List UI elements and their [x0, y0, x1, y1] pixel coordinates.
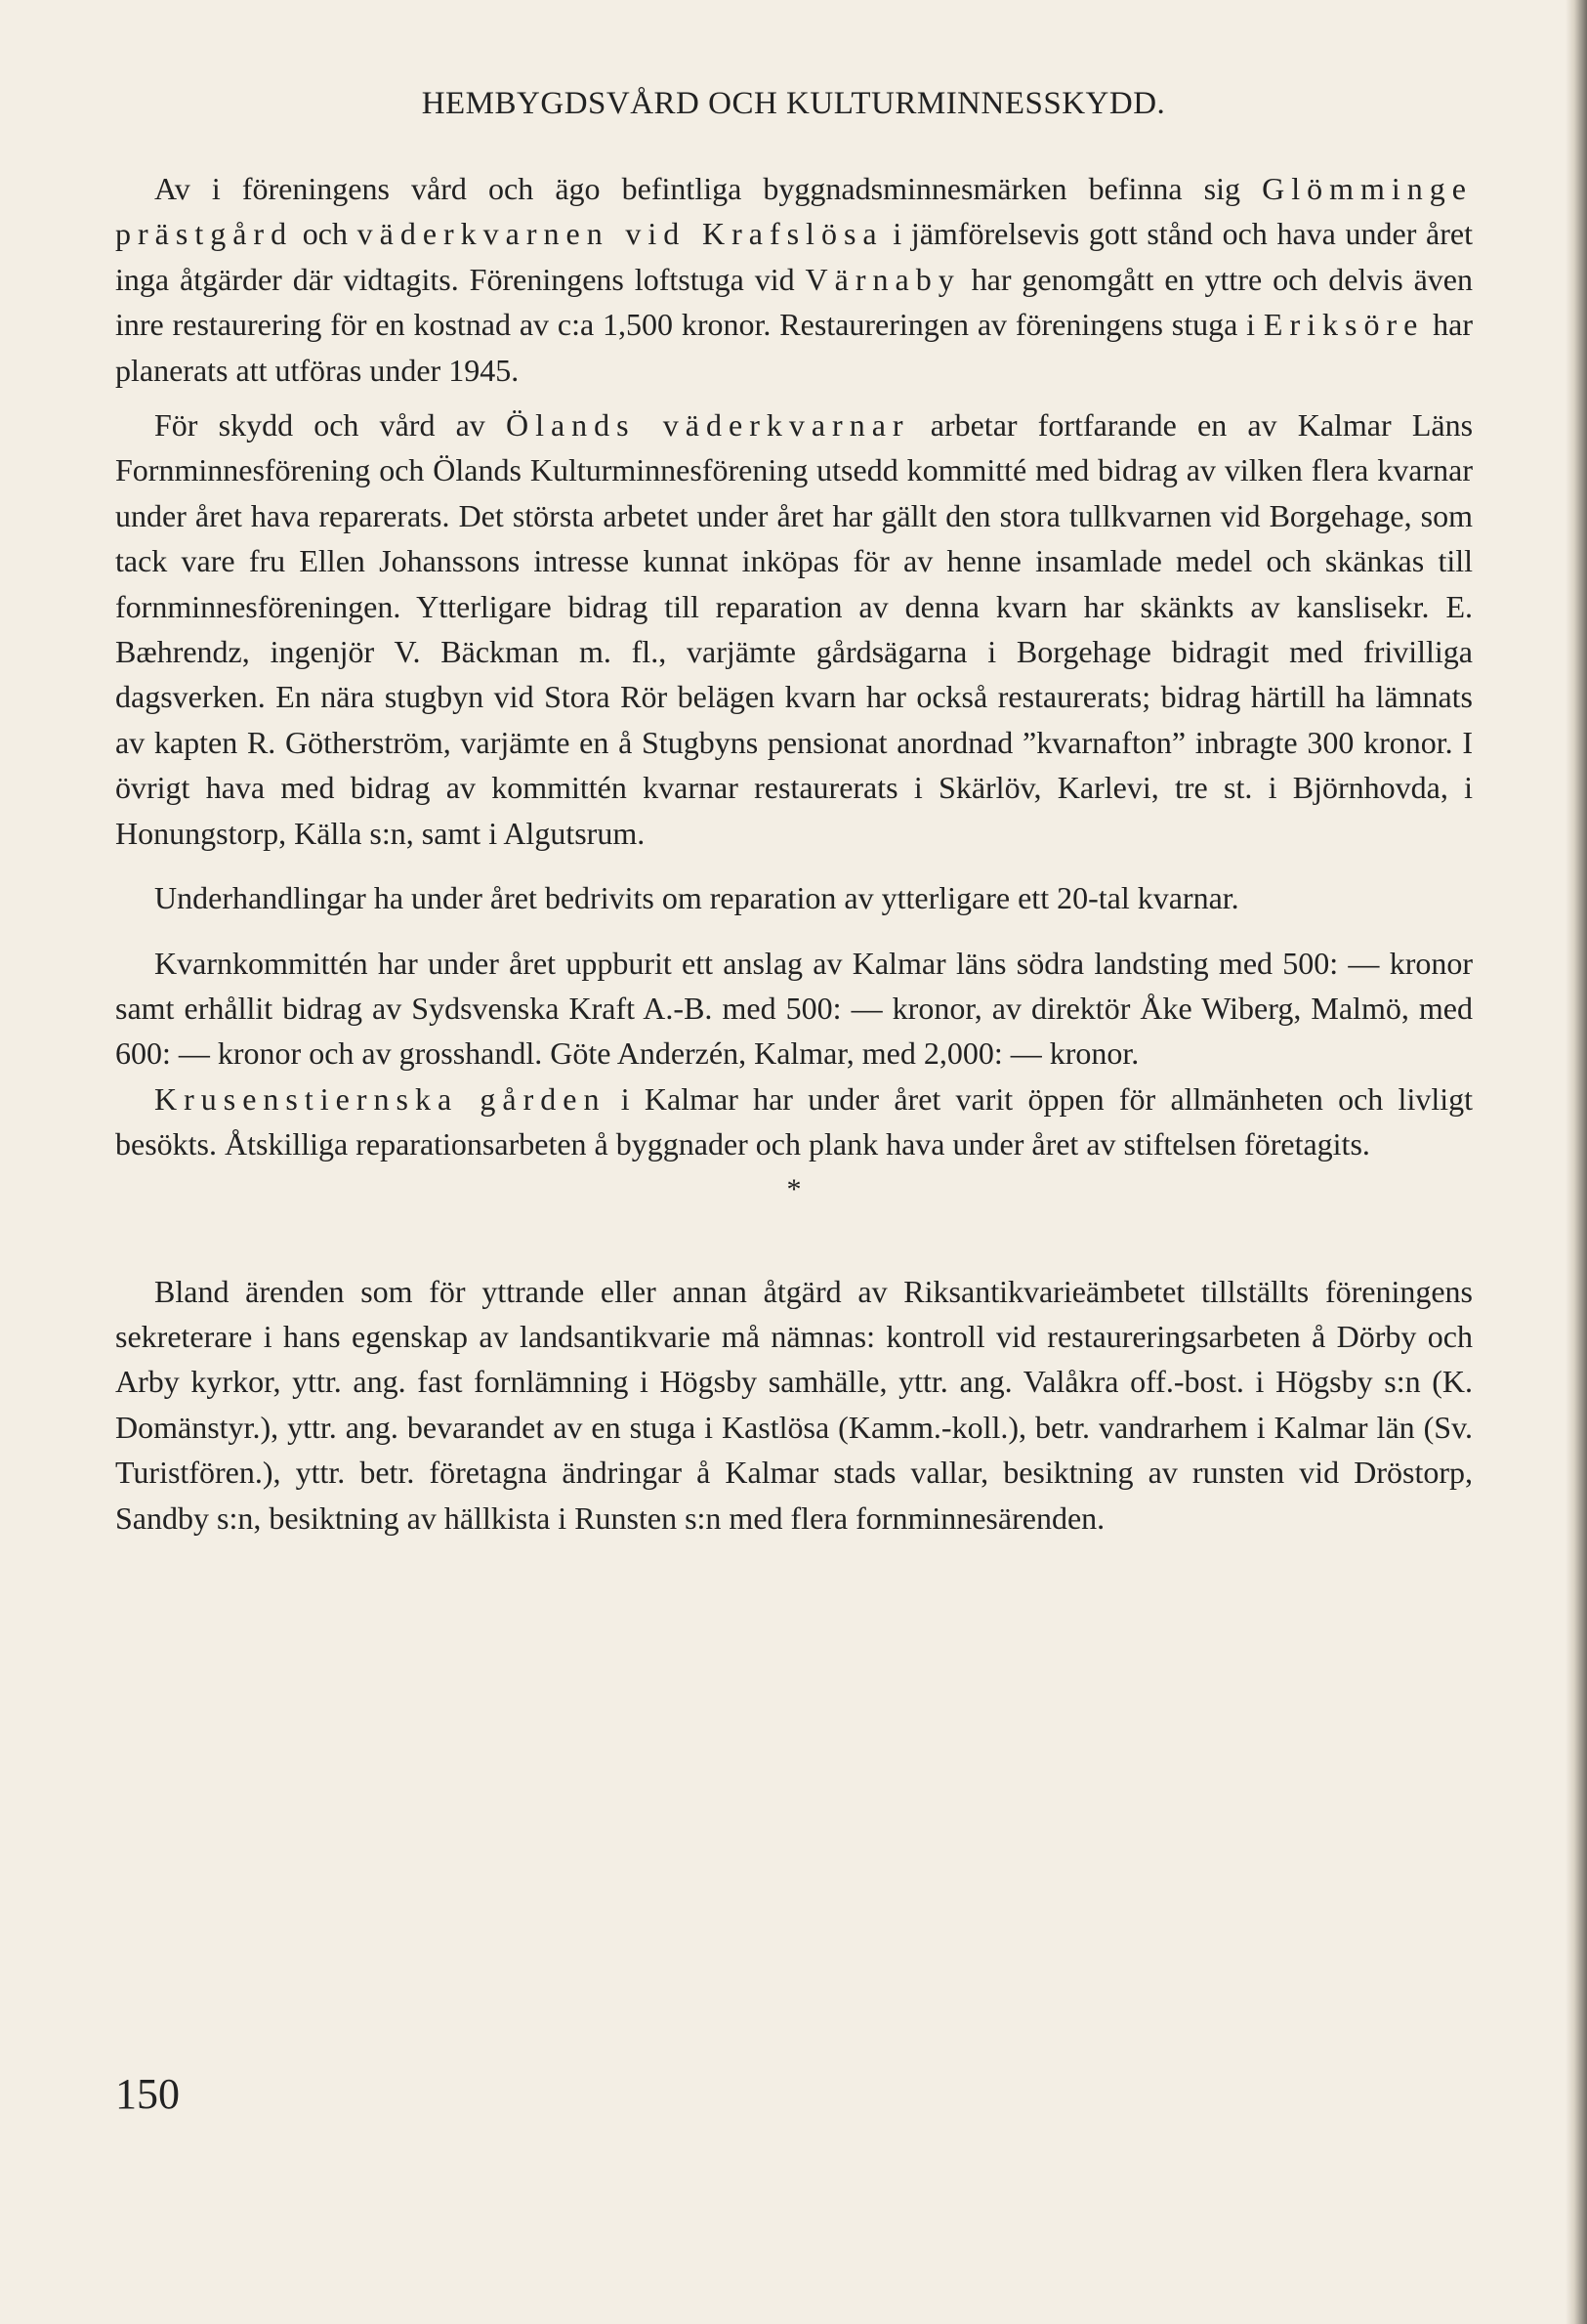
paragraph-2: [115, 402, 1473, 856]
p2-text-a: För skydd och vård av: [154, 407, 506, 444]
p5-spaced-krusenstiernska: Krusenstiernska gården: [154, 1080, 606, 1117]
paragraph-1: [115, 166, 1473, 393]
p1-text-a: Av i föreningens vård och ägo befintliga byggnadsminnesmärken befinna sig: [154, 171, 1263, 206]
p1-text-e: i jämförelsevis gott stånd och hava under året inga åtgärder där vidtagits. Föreningens loftstuga vid: [115, 216, 1473, 297]
p5-text-b: i Kalmar har under året varit öppen för allmänheten och livligt besökts. Åtskilliga reparationsarbeten å byggnader och plank hava under året av stiftelsen företagits.: [115, 1080, 1474, 1162]
running-header: HEMBYGDSVÅRD OCH KULTURMINNESSKYDD.: [421, 86, 1166, 121]
p2-text-c: arbetar fortfarande en av Kalmar Läns Fornminnesförening och Ölands Kulturminnesförening utsedd kommitté med bidrag av vilken flera kvarnar under året hava reparerats. Det största arbetet under året har gällt den stora tullkvarnen vid Borgehage, som tack vare fru Ellen Johanssons intresse kunnat inköpas för av henne insamlade medel och skänkas till fornminnesföreningen. Ytterligare bidrag till reparation av denna kvarn har skänkts av kanslisekr. E. Bæhrendz, ingenjör V. Bäckman m. fl., varjämte gårdsägarna i Borgehage bidragit med frivilliga dagsverken. En nära stugbyn vid Stora Rör belägen kvarn har också restaurerats; bidrag härtill ha lämnats av kapten R. Götherström, varjämte en å Stugbyns pensionat anordnad ”kvarnafton” inbragte 300 kronor. I övrigt hava med bidrag av kommittén kvarnar restaurerats i Skärlöv, Karlevi, tre st. i Björnhovda, i Honungstorp, Källa s:n, samt i Algutsrum.: [115, 407, 1474, 851]
paragraph-5: [115, 1077, 1473, 1167]
page-body: [115, 166, 1473, 1541]
p1-spaced-eriksore: Eriksöre: [1263, 307, 1425, 343]
p1-spaced-varnaby: Värnaby: [805, 261, 961, 297]
book-spine-shadow: [1566, 0, 1587, 2324]
paragraph-4: Kvarnkommittén har under året uppburit ett anslag av Kalmar läns södra landsting med 500: — kronor samt erhållit bidrag av Sydsvenska Kraft A.-B. med 500: — kronor, av direktör Åke Wiberg, Malmö, med 600: — kronor och av grosshandl. Göte Anderzén, Kalmar, med 2,000: — kronor.: [115, 945, 1473, 1072]
p1-spaced-glomminge: Glömminge prästgård: [115, 171, 1473, 252]
section-separator: *: [786, 1172, 802, 1205]
p1-spaced-vaderkvarnen: väderkvarnen vid Krafslösa: [356, 216, 884, 252]
p1-text-g: har genomgått en yttre och delvis även inre restaurering för en kostnad av c:a 1,500 kronor. Restaureringen av föreningens stuga i: [115, 261, 1473, 343]
page-number: 150: [115, 2070, 180, 2118]
p2-spaced-olands: Ölands väderkvarnar: [505, 407, 910, 444]
p1-text-c: och: [293, 216, 357, 252]
paragraph-6: Bland ärenden som för yttrande eller annan åtgärd av Riksantikvarieämbetet tillställts föreningens sekreterare i hans egenskap av landsantikvarie må nämnas: kontroll vid restaureringsarbeten å Dörby och Arby kyrkor, yttr. ang. fast fornlämning i Högsby samhälle, yttr. ang. Valåkra off.-bost. i Högsby s:n (K. Domänstyr.), yttr. ang. bevarandet av en stuga i Kastlösa (Kamm.-koll.), betr. vandrarhem i Kalmar län (Sv. Turistfören.), yttr. betr. företagna ändringar å Kalmar stads vallar, besiktning av runsten vid Dröstorp, Sandby s:n, besiktning av hällkista i Runsten s:n med flera fornminnesärenden.: [115, 1273, 1473, 1536]
paragraph-3: Underhandlingar ha under året bedrivits om reparation av ytterligare ett 20-tal kvarnar.: [154, 880, 1239, 916]
p1-text-i: har planerats att utföras under 1945.: [115, 307, 1473, 388]
